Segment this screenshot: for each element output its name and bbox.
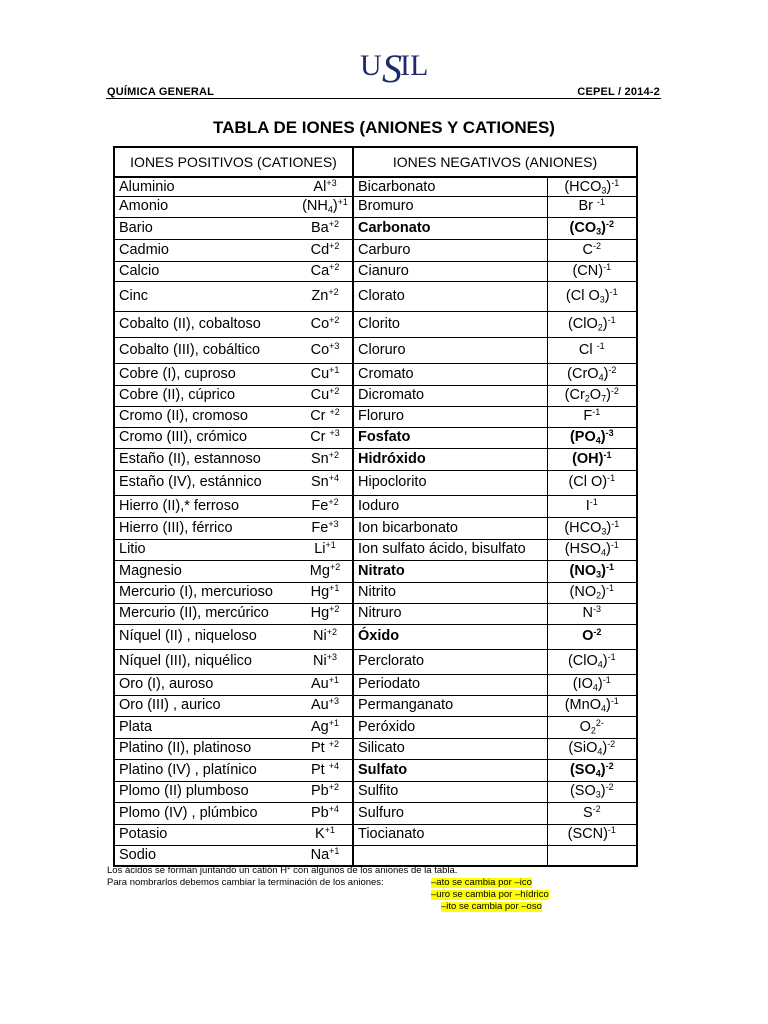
- cation-symbol: $Pb^{+2}$: [298, 781, 353, 802]
- footnote-acids: Los ácidos se forman juntando un catión H+ con algunos de los aniones de la tabla.: [107, 865, 458, 876]
- anion-symbol: $(PO_4)^{-3}$: [547, 427, 637, 448]
- anion-symbol: Br $^{-1}$: [547, 196, 637, 217]
- cation-name: Potasio: [114, 824, 298, 845]
- cation-name: Mercurio (I), mercurioso: [114, 582, 298, 603]
- cation-symbol: $Cd^{+2}$: [298, 239, 353, 261]
- anion-symbol: Cl $^{-1}$: [547, 337, 637, 363]
- anion-name: Nitrito: [353, 582, 547, 603]
- anion-name: Clorato: [353, 281, 547, 311]
- anion-symbol: $(NO_2)^{-1}$: [547, 582, 637, 603]
- cation-symbol: $Pb^{+4}$: [298, 802, 353, 824]
- footnote-rule-ato: –ato se cambia por –ico: [431, 877, 532, 888]
- anion-name: Bromuro: [353, 196, 547, 217]
- anion-name: Permanganato: [353, 695, 547, 716]
- table-row: [114, 716, 637, 738]
- cation-symbol: $Sn^{+4}$: [298, 470, 353, 495]
- table-row: [114, 385, 637, 406]
- table-row: [114, 281, 637, 311]
- page-title: TABLA DE IONES (ANIONES Y CATIONES): [213, 118, 555, 137]
- anion-name: Hidróxido: [353, 448, 547, 470]
- table-row: [114, 845, 637, 866]
- anion-symbol: $(Cr_2O_7)^{-2}$: [547, 385, 637, 406]
- anion-symbol: $(HCO_3)^{-1}$: [547, 517, 637, 539]
- cation-name: Magnesio: [114, 560, 298, 582]
- cation-symbol: $Co^{+3}$: [298, 337, 353, 363]
- anion-name: Peróxido: [353, 716, 547, 738]
- anion-name: Carbonato: [353, 217, 547, 239]
- table-row: [114, 560, 637, 582]
- table-row: [114, 824, 637, 845]
- anion-name: Silicato: [353, 738, 547, 759]
- cation-symbol: $Al^{+3}$: [298, 177, 353, 196]
- anion-symbol: (OH)$^{-1}$: [547, 448, 637, 470]
- cation-name: Plomo (IV) , plúmbico: [114, 802, 298, 824]
- table-row: [114, 196, 637, 217]
- cation-symbol: $Hg^{+2}$: [298, 603, 353, 624]
- anion-name: Óxido: [353, 624, 547, 649]
- anion-name: Dicromato: [353, 385, 547, 406]
- cation-symbol: $Ni^{+3}$: [298, 649, 353, 674]
- anion-symbol: (Cl $O_3)^{-1}$: [547, 281, 637, 311]
- cation-symbol: $Ba^{+2}$: [298, 217, 353, 239]
- anion-name: Nitrato: [353, 560, 547, 582]
- table-row: [114, 781, 637, 802]
- anion-name: Sulfito: [353, 781, 547, 802]
- cation-symbol: $Fe^{+2}$: [298, 495, 353, 517]
- table-row: [114, 239, 637, 261]
- svg-text:I: I: [400, 49, 410, 82]
- anion-symbol: [547, 845, 637, 866]
- cation-symbol: $Fe^{+3}$: [298, 517, 353, 539]
- svg-text:S: S: [382, 46, 402, 90]
- header-course-code: CEPEL / 2014-2: [577, 86, 660, 98]
- cation-name: Hierro (III), férrico: [114, 517, 298, 539]
- table-row: [114, 217, 637, 239]
- svg-text:U: U: [360, 49, 382, 82]
- cation-name: Cromo (III), crómico: [114, 427, 298, 448]
- table-row: [114, 406, 637, 427]
- cation-symbol: $Cu^{+1}$: [298, 363, 353, 385]
- footnote-naming: Para nombrarlos debemos cambiar la terminación de los aniones:: [107, 877, 384, 888]
- cation-name: Estaño (II), estannoso: [114, 448, 298, 470]
- cation-symbol: $Ni^{+2}$: [298, 624, 353, 649]
- table-row: [114, 261, 637, 281]
- anion-name: Ion bicarbonato: [353, 517, 547, 539]
- cation-name: Calcio: [114, 261, 298, 281]
- footnote-rule-uro: –uro se cambia por –hídrico: [431, 889, 549, 900]
- anion-name: Ioduro: [353, 495, 547, 517]
- anion-name: Hipoclorito: [353, 470, 547, 495]
- cation-name: Cinc: [114, 281, 298, 311]
- anion-symbol: $F^{-1}$: [547, 406, 637, 427]
- anion-name: Periodato: [353, 674, 547, 695]
- cation-name: Cobalto (II), cobaltoso: [114, 311, 298, 337]
- anion-symbol: (SCN)$^{-1}$: [547, 824, 637, 845]
- cation-name: Aluminio: [114, 177, 298, 196]
- cation-symbol: $Au^{+3}$: [298, 695, 353, 716]
- cation-name: Litio: [114, 539, 298, 560]
- anion-name: Bicarbonato: [353, 177, 547, 196]
- cation-name: Estaño (IV), estánnico: [114, 470, 298, 495]
- anion-symbol: $N^{-3}$: [547, 603, 637, 624]
- cation-name: Bario: [114, 217, 298, 239]
- table-row: [114, 517, 637, 539]
- cation-name: Cromo (II), cromoso: [114, 406, 298, 427]
- anion-name: [353, 845, 547, 866]
- cation-symbol: $Cu^{+2}$: [298, 385, 353, 406]
- anion-symbol: (Cl O)$^{-1}$: [547, 470, 637, 495]
- cation-symbol: Pt $^{+4}$: [298, 759, 353, 781]
- table-row: [114, 603, 637, 624]
- cation-name: Platino (II), platinoso: [114, 738, 298, 759]
- anion-symbol: $O^{-2}$: [547, 624, 637, 649]
- cation-symbol: Cr $^{+3}$: [298, 427, 353, 448]
- ions-table: [113, 146, 638, 867]
- table-row: [114, 738, 637, 759]
- cation-name: Níquel (III), niquélico: [114, 649, 298, 674]
- table-header-row: [114, 147, 637, 177]
- anion-symbol: $(SiO_4)^{-2}$: [547, 738, 637, 759]
- table-row: [114, 624, 637, 649]
- anion-name: Perclorato: [353, 649, 547, 674]
- header-rule: [106, 98, 661, 99]
- cation-symbol: $Mg^{+2}$: [298, 560, 353, 582]
- anion-symbol: $(SO_3)^{-2}$: [547, 781, 637, 802]
- cation-name: Amonio: [114, 196, 298, 217]
- cation-name: Oro (III) , aurico: [114, 695, 298, 716]
- cation-name: Hierro (II),* ferroso: [114, 495, 298, 517]
- table-row: [114, 759, 637, 781]
- cation-symbol: $Co^{+2}$: [298, 311, 353, 337]
- cation-name: Cadmio: [114, 239, 298, 261]
- table-row: [114, 363, 637, 385]
- anion-name: Cromato: [353, 363, 547, 385]
- anion-name: Tiocianato: [353, 824, 547, 845]
- table-row: [114, 337, 637, 363]
- anion-symbol: $(ClO_2)^{-1}$: [547, 311, 637, 337]
- anion-name: Sulfuro: [353, 802, 547, 824]
- anion-name: Cianuro: [353, 261, 547, 281]
- cation-name: Níquel (II) , niqueloso: [114, 624, 298, 649]
- table-row: [114, 539, 637, 560]
- anion-name: Floruro: [353, 406, 547, 427]
- svg-text:L: L: [410, 49, 429, 82]
- cation-symbol: $Na^{+1}$: [298, 845, 353, 866]
- anion-name: Ion sulfato ácido, bisulfato: [353, 539, 547, 560]
- cation-name: Cobre (II), cúprico: [114, 385, 298, 406]
- table-row: [114, 582, 637, 603]
- anion-name: Cloruro: [353, 337, 547, 363]
- cation-symbol: $(NH_4)^{+1}$: [298, 196, 353, 217]
- anion-symbol: $(NO_3)^{-1}$: [547, 560, 637, 582]
- header-course-name: QUÍMICA GENERAL: [107, 86, 215, 98]
- cation-symbol: $Ag^{+1}$: [298, 716, 353, 738]
- cation-symbol: $Zn^{+2}$: [298, 281, 353, 311]
- table-row: [114, 311, 637, 337]
- anion-symbol: $(HSO_4)^{-1}$: [547, 539, 637, 560]
- cation-symbol: $Hg^{+1}$: [298, 582, 353, 603]
- cation-name: Plomo (II) plumboso: [114, 781, 298, 802]
- ions-table-body: [114, 177, 637, 866]
- table-row: [114, 802, 637, 824]
- table-row: [114, 448, 637, 470]
- table-row: [114, 177, 637, 196]
- table-row: [114, 495, 637, 517]
- anion-symbol: $I^{-1}$: [547, 495, 637, 517]
- cation-name: Cobalto (III), cobáltico: [114, 337, 298, 363]
- cation-name: Oro (I), auroso: [114, 674, 298, 695]
- anion-symbol: $O_2^{2-}$: [547, 716, 637, 738]
- anion-symbol: $(CrO_4)^{-2}$: [547, 363, 637, 385]
- anion-symbol: $(ClO_4)^{-1}$: [547, 649, 637, 674]
- table-row: [114, 470, 637, 495]
- cation-symbol: Pt $^{+2}$: [298, 738, 353, 759]
- cation-name: Cobre (I), cuproso: [114, 363, 298, 385]
- anion-symbol: $(SO_4)^{-2}$: [547, 759, 637, 781]
- cation-symbol: Cr $^{+2}$: [298, 406, 353, 427]
- cation-symbol: $K^{+1}$: [298, 824, 353, 845]
- anion-name: Carburo: [353, 239, 547, 261]
- anion-name: Sulfato: [353, 759, 547, 781]
- anion-name: Nitruro: [353, 603, 547, 624]
- anion-symbol: $(CO_3)^{-2}$: [547, 217, 637, 239]
- anion-symbol: $(HCO_3)^{-1}$: [547, 177, 637, 196]
- table-row: [114, 427, 637, 448]
- table-row: [114, 674, 637, 695]
- anion-symbol: $C^{-2}$: [547, 239, 637, 261]
- anion-symbol: $S^{-2}$: [547, 802, 637, 824]
- usil-logo: [358, 42, 434, 90]
- cation-symbol: $Ca^{+2}$: [298, 261, 353, 281]
- anion-symbol: (CN)$^{-1}$: [547, 261, 637, 281]
- anion-name: Fosfato: [353, 427, 547, 448]
- anion-name: Clorito: [353, 311, 547, 337]
- table-row: [114, 695, 637, 716]
- cation-name: Platino (IV) , platínico: [114, 759, 298, 781]
- cation-symbol: $Li^{+1}$: [298, 539, 353, 560]
- header-anions: IONES NEGATIVOS (ANIONES): [353, 147, 637, 177]
- cation-name: Sodio: [114, 845, 298, 866]
- footnote-rule-ito: –ito se cambia por –oso: [441, 901, 542, 912]
- header-cations: IONES POSITIVOS (CATIONES): [114, 147, 353, 177]
- cation-symbol: $Sn^{+2}$: [298, 448, 353, 470]
- anion-symbol: $(IO_4)^{-1}$: [547, 674, 637, 695]
- cation-name: Plata: [114, 716, 298, 738]
- cation-symbol: $Au^{+1}$: [298, 674, 353, 695]
- cation-name: Mercurio (II), mercúrico: [114, 603, 298, 624]
- table-row: [114, 649, 637, 674]
- anion-symbol: $(MnO_4)^{-1}$: [547, 695, 637, 716]
